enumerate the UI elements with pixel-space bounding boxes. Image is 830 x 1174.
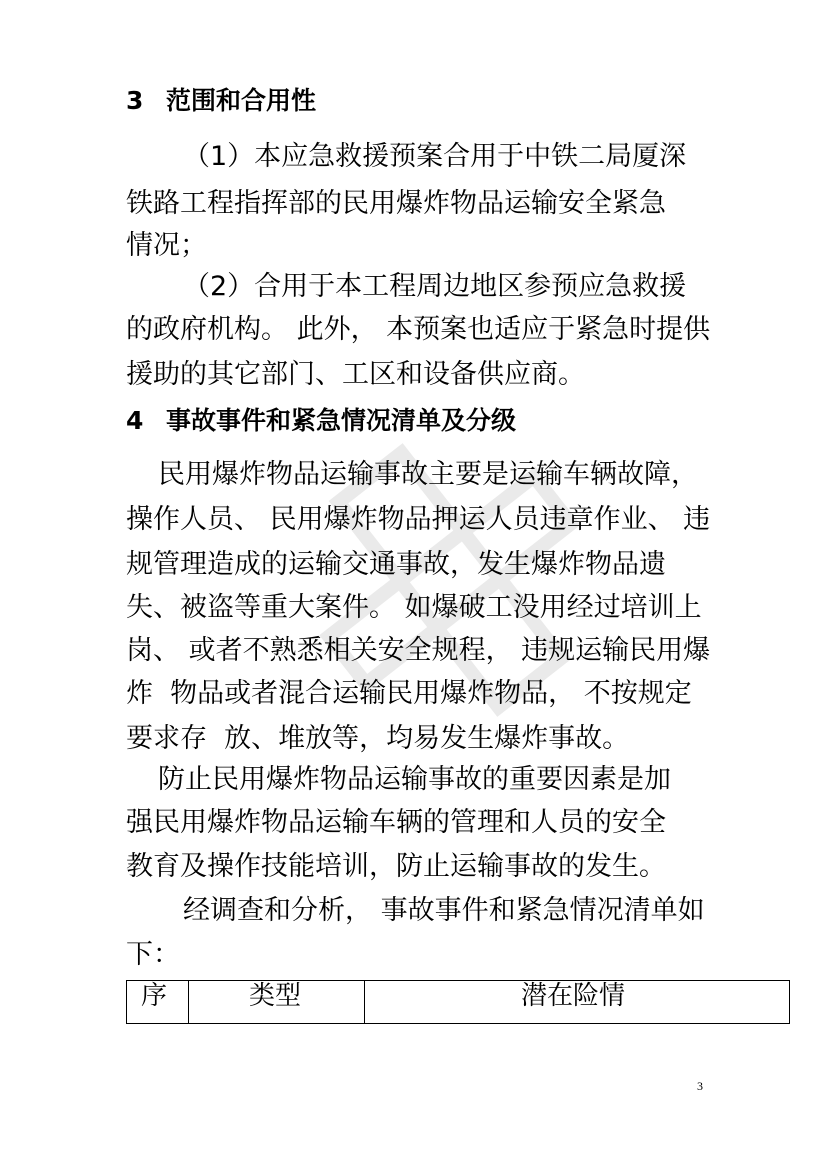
section-4-line: 规管理造成的运输交通事故，发生爆炸物品遗: [126, 549, 666, 580]
section-4-line: 强民用爆炸物品运输车辆的管理和人员的安全: [126, 807, 666, 838]
section-4-line: 岗、 或者不熟悉相关安全规程， 违规运输民用爆: [126, 635, 711, 666]
section-3-line: （1）本应急救援预案合用于中铁二局厦深: [183, 141, 687, 172]
section-4-line: 民用爆炸物品运输事故主要是运输车辆故障，: [158, 459, 698, 490]
table-divider: [188, 981, 189, 1023]
page-number: 3: [697, 1079, 703, 1093]
section-3-line: 的政府机构。 此外， 本预案也适应于紧急时提供: [126, 314, 711, 345]
section-4-title: 事故事件和紧急情况清单及分级: [166, 406, 517, 435]
table-header-cell: 潜在险情: [521, 981, 626, 1011]
section-4-line: 经调查和分析， 事故事件和紧急情况清单如: [183, 895, 705, 926]
section-3-line: （2）合用于本工程周边地区参预应急救援: [183, 271, 687, 302]
table-header-cell: 类型: [249, 981, 302, 1011]
section-4-line: 失、被盗等重大案件。 如爆破工没用经过培训上: [126, 592, 702, 623]
section-4-line: 下：: [126, 939, 180, 970]
section-4-line: 炸 物品或者混合运输民用爆炸物品， 不按规定: [126, 678, 692, 709]
section-3-heading: [126, 85, 316, 117]
section-3-title: 范围和合用性: [166, 86, 317, 115]
section-4-line: 教育及操作技能培训，防止运输事故的发生。: [126, 851, 666, 882]
table-header-cell: 序: [141, 981, 168, 1011]
section-4-heading: [126, 405, 516, 437]
section-3-line: 情况；: [126, 230, 207, 261]
section-4-line: 要求存 放、堆放等，均易发生爆炸事故。: [126, 723, 630, 754]
section-4-line: 操作人员、 民用爆炸物品押运人员违章作业、 违: [126, 504, 711, 535]
section-4-number: 4: [126, 406, 144, 435]
section-3-line: 铁路工程指挥部的民用爆炸物品运输安全紧急: [126, 188, 666, 219]
risk-table: [126, 980, 790, 1024]
table-divider: [364, 981, 365, 1023]
section-3-line: 援助的其它部门、工区和设备供应商。: [126, 359, 585, 390]
section-4-line: 防止民用爆炸物品运输事故的重要因素是加: [158, 764, 671, 795]
section-3-number: 3: [126, 86, 144, 115]
